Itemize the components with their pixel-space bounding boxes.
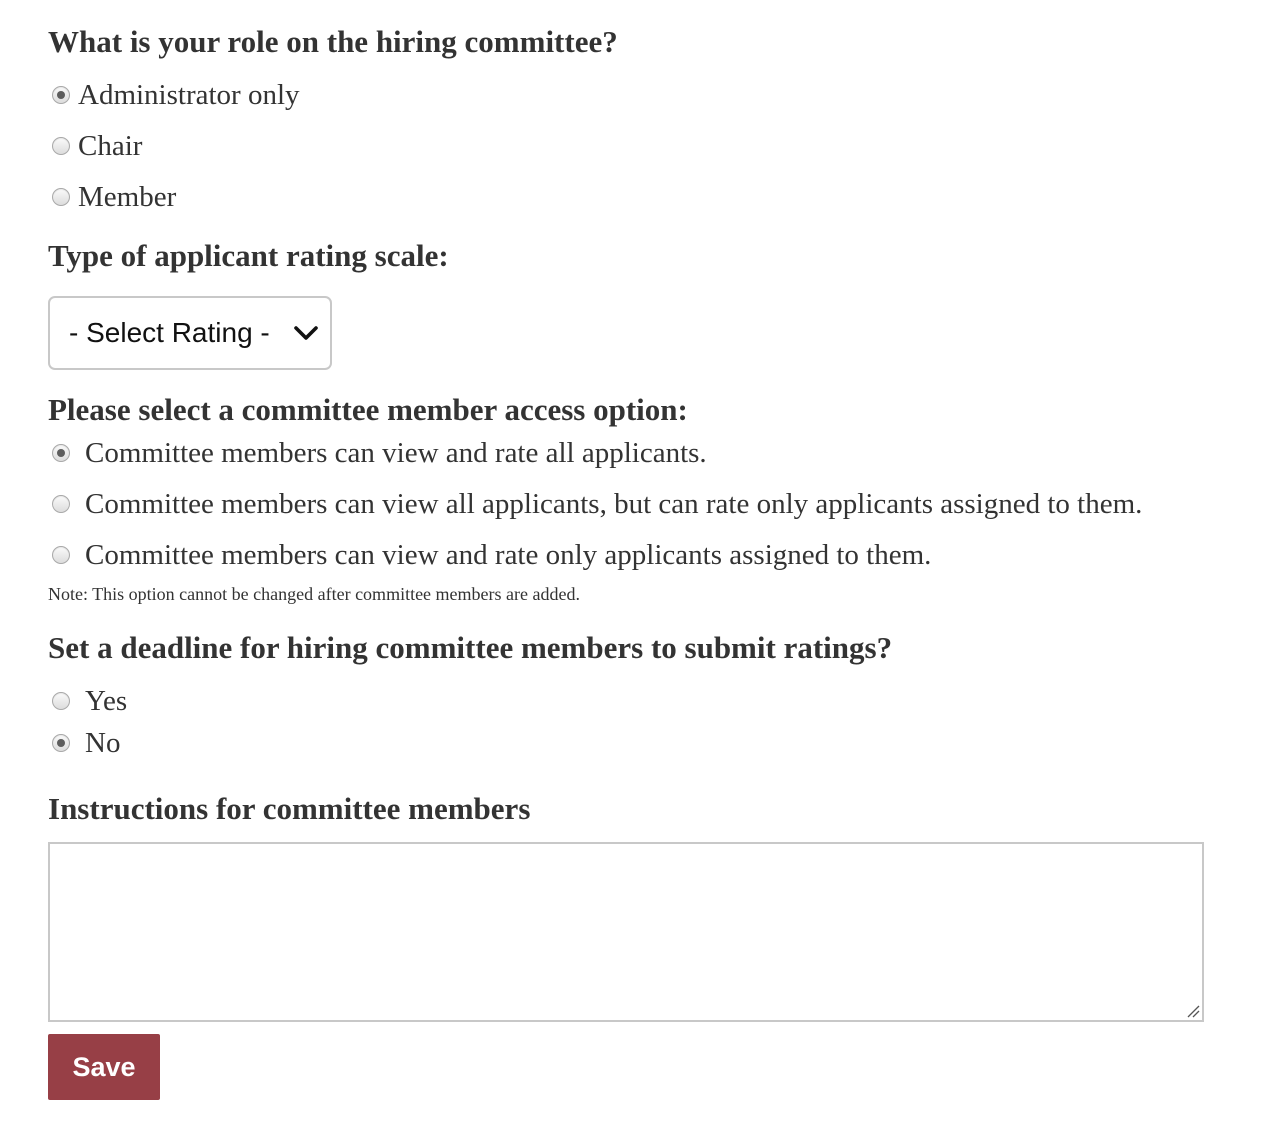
role-option-administrator-only[interactable] <box>48 75 300 115</box>
access-option-view-rate-all[interactable] <box>48 433 707 473</box>
deadline-option-label: Yes <box>85 684 128 717</box>
role-option-label: Member <box>78 180 177 213</box>
deadline-radio-yes[interactable] <box>52 692 70 710</box>
instructions-heading: Instructions for committee members <box>48 791 531 826</box>
access-option-note: Note: This option cannot be changed after committee members are added. <box>48 584 580 604</box>
instructions-textarea[interactable] <box>48 842 1204 1022</box>
deadline-heading: Set a deadline for hiring committee members to submit ratings? <box>48 630 893 665</box>
chevron-down-icon <box>293 320 319 346</box>
role-option-chair[interactable] <box>48 126 142 166</box>
role-radio-chair[interactable] <box>52 137 70 155</box>
deadline-radio-no[interactable] <box>52 734 70 752</box>
access-option-view-all-rate-assigned[interactable] <box>48 484 1142 524</box>
access-option-label: Committee members can view all applicants, but can rate only applicants assigned to them. <box>85 487 1143 520</box>
deadline-option-yes[interactable] <box>48 681 127 721</box>
rating-scale-select[interactable] <box>48 296 332 370</box>
rating-scale-selected-value: - Select Rating - <box>69 317 270 348</box>
role-option-label: Administrator only <box>78 78 300 111</box>
save-button[interactable]: Save <box>48 1034 160 1100</box>
access-radio-view-rate-assigned[interactable] <box>52 546 70 564</box>
access-option-label: Committee members can view and rate all applicants. <box>85 436 707 469</box>
role-radio-member[interactable] <box>52 188 70 206</box>
access-option-label: Committee members can view and rate only applicants assigned to them. <box>85 538 932 571</box>
deadline-option-label: No <box>85 726 121 759</box>
role-radio-administrator-only[interactable] <box>52 86 70 104</box>
access-radio-view-rate-all[interactable] <box>52 444 70 462</box>
role-option-label: Chair <box>78 129 143 162</box>
access-option-heading: Please select a committee member access option: <box>48 392 688 427</box>
deadline-option-no[interactable] <box>48 723 120 763</box>
access-radio-view-all-rate-assigned[interactable] <box>52 495 70 513</box>
role-heading: What is your role on the hiring committee? <box>48 24 618 59</box>
role-option-member[interactable] <box>48 177 176 217</box>
rating-scale-heading: Type of applicant rating scale: <box>48 238 449 273</box>
resize-grip-icon[interactable] <box>1186 1004 1200 1018</box>
access-option-view-rate-assigned[interactable] <box>48 535 931 575</box>
